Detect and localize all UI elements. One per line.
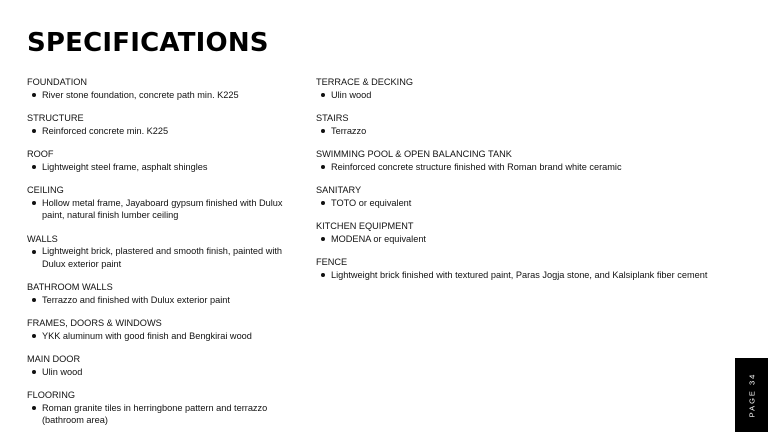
specs-column-right [316,76,726,292]
spec-item [27,294,292,307]
spec-section-structure [27,112,292,137]
spec-item-text: Lightweight brick finished with textured paint, Paras Jogja stone, and Kalsiplank fiber cement [331,269,708,280]
bullet-icon [321,237,325,241]
spec-heading: FRAMES, DOORS & WINDOWS [27,318,162,328]
spec-list [27,366,292,379]
spec-item [27,125,292,138]
spec-heading: TERRACE & DECKING [316,77,413,87]
spec-section-ceiling [27,184,292,222]
spec-section-terrace-decking [316,76,726,101]
spec-section-frames-doors-windows [27,317,292,342]
spec-list [27,197,292,222]
bullet-icon [32,250,36,254]
spec-section-walls [27,233,292,271]
spec-item [27,245,292,270]
page-number-tab [735,358,768,432]
spec-item [316,125,726,138]
spec-section-foundation [27,76,292,101]
spec-list [27,294,292,307]
spec-heading: STRUCTURE [27,113,84,123]
spec-section-fence [316,256,726,281]
spec-item-text: River stone foundation, concrete path min. K225 [42,89,239,100]
bullet-icon [321,201,325,205]
spec-section-flooring [27,389,292,427]
spec-item-text: TOTO or equivalent [331,197,412,208]
spec-heading: SWIMMING POOL & OPEN BALANCING TANK [316,149,512,159]
bullet-icon [321,129,325,133]
specs-column-left [27,76,292,432]
spec-item-text: Terrazzo and finished with Dulux exterior paint [42,294,230,305]
spec-list [27,245,292,270]
bullet-icon [321,165,325,169]
spec-section-roof [27,148,292,173]
spec-item [27,366,292,379]
spec-list [316,197,726,210]
spec-heading: MAIN DOOR [27,354,81,364]
bullet-icon [32,165,36,169]
spec-heading: SANITARY [316,185,362,195]
spec-item-text: Reinforced concrete structure finished with Roman brand white ceramic [331,161,622,172]
bullet-icon [32,334,36,338]
spec-item-text: Lightweight brick, plastered and smooth finish, painted with Dulux exterior paint [42,246,283,269]
spec-item-text: Ulin wood [42,366,83,377]
spec-item-text: Ulin wood [331,89,372,100]
spec-item [27,197,292,222]
spec-section-kitchen-equipment [316,220,726,245]
spec-item-text: Roman granite tiles in herringbone pattern and terrazzo (bathroom area) [42,402,268,425]
spec-heading: FLOORING [27,390,75,400]
spec-item-text: YKK aluminum with good finish and Bengkirai wood [42,330,252,341]
spec-list [316,89,726,102]
spec-list [27,89,292,102]
spec-item-text: Lightweight steel frame, asphalt shingles [42,161,208,172]
spec-heading: ROOF [27,149,54,159]
spec-item [316,161,726,174]
spec-section-stairs [316,112,726,137]
bullet-icon [32,201,36,205]
spec-section-main-door [27,353,292,378]
spec-section-sanitary [316,184,726,209]
spec-item [316,269,726,282]
spec-list [27,330,292,343]
spec-heading: CEILING [27,185,64,195]
spec-item [316,233,726,246]
spec-heading: WALLS [27,233,58,244]
spec-list [27,161,292,174]
spec-section-swimming-pool [316,148,726,173]
spec-item [27,330,292,343]
bullet-icon [32,370,36,374]
spec-list [316,125,726,138]
spec-list [316,233,726,246]
bullet-icon [32,406,36,410]
spec-item-text: Reinforced concrete min. K225 [42,125,169,136]
spec-heading: STAIRS [316,113,349,123]
spec-item-text: Terrazzo [331,125,367,136]
bullet-icon [321,93,325,97]
bullet-icon [32,129,36,133]
bullet-icon [321,273,325,277]
page-title: SPECIFICATIONS [27,28,269,58]
spec-item [316,89,726,102]
spec-item [27,89,292,102]
spec-heading: FOUNDATION [27,77,88,87]
spec-section-bathroom-walls [27,281,292,306]
spec-item [316,197,726,210]
bullet-icon [32,93,36,97]
page-number: PAGE 34 [747,372,756,418]
bullet-icon [32,298,36,302]
spec-list [316,161,726,174]
spec-list [27,125,292,138]
spec-heading: BATHROOM WALLS [27,282,113,292]
spec-item [27,402,292,427]
spec-list [316,269,726,282]
spec-heading: FENCE [316,257,348,267]
spec-item [27,161,292,174]
spec-list [27,402,292,427]
spec-item-text: Hollow metal frame, Jayaboard gypsum finished with Dulux paint, natural finish lumber ceiling [42,197,283,220]
spec-heading: KITCHEN EQUIPMENT [316,221,414,231]
spec-item-text: MODENA or equivalent [331,233,426,244]
